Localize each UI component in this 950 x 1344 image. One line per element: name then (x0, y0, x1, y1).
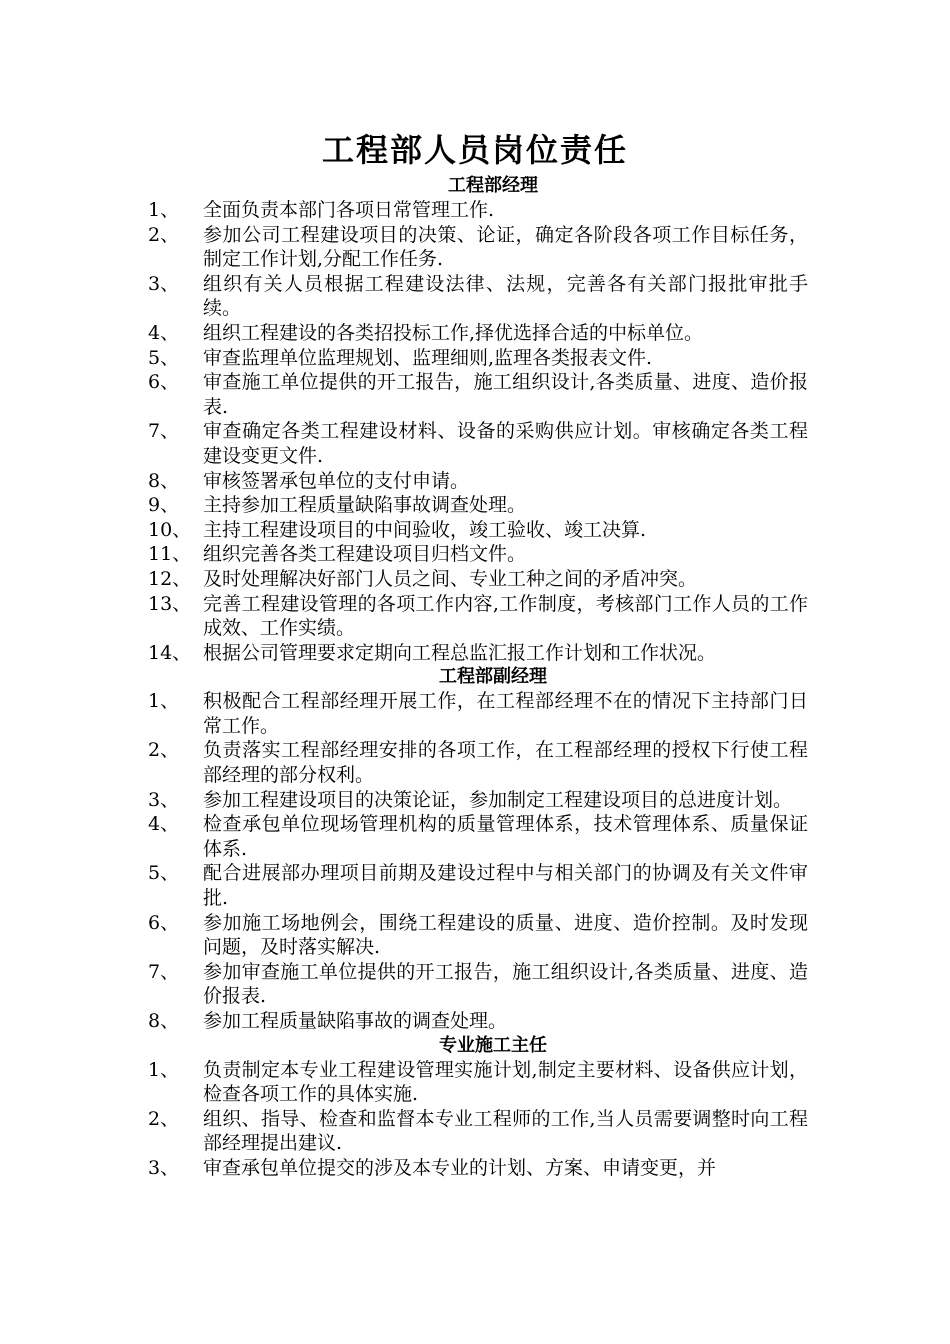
item-number: 3、 (148, 272, 180, 295)
list-item (148, 641, 808, 666)
item-number: 3、 (148, 788, 180, 811)
item-text: 组织完善各类工程建设项目归档文件。 (203, 543, 527, 566)
list-item (148, 518, 808, 543)
item-text: 审查施工单位提供的开工报告，施工组织设计,各类质量、进度、造价报表. (203, 371, 808, 418)
list-item (148, 321, 808, 346)
item-number: 1、 (148, 690, 180, 713)
item-text: 主持工程建设项目的中间验收，竣工验收、竣工决算. (203, 518, 647, 541)
item-number: 3、 (148, 1156, 180, 1179)
item-number: 9、 (148, 494, 180, 517)
document-body (148, 174, 808, 1181)
list-item (148, 419, 808, 468)
item-number: 10、 (148, 518, 192, 541)
list-item (148, 861, 808, 910)
item-number: 14、 (148, 641, 192, 664)
list-item (148, 592, 808, 641)
list-item (148, 493, 808, 518)
item-number: 6、 (148, 911, 180, 934)
item-number: 2、 (148, 223, 180, 246)
section-heading: 工程部副经理 (439, 666, 547, 688)
item-text: 参加公司工程建设项目的决策、论证，确定各阶段各项工作目标任务，制定工作计划,分配工作任务. (203, 223, 808, 271)
item-number: 13、 (148, 592, 192, 615)
item-text: 配合进展部办理项目前期及建设过程中与相关部门的协调及有关文件审批. (203, 862, 808, 910)
item-text: 参加工程建设项目的决策论证，参加制定工程建设项目的总进度计划。 (203, 788, 793, 811)
item-number: 6、 (148, 371, 180, 394)
list-item (148, 689, 808, 738)
list-item (148, 469, 808, 494)
list-item (148, 911, 808, 960)
list-item (148, 567, 808, 592)
item-text: 全面负责本部门各项日常管理工作. (203, 199, 495, 221)
list-item (148, 960, 808, 1009)
list-item (148, 370, 808, 419)
item-text: 及时处理解决好部门人员之间、专业工种之间的矛盾冲突。 (203, 567, 698, 590)
item-text: 参加审查施工单位提供的开工报告，施工组织设计,各类质量、进度、造价报表. (203, 960, 808, 1008)
item-text: 审查确定各类工程建设材料、设备的采购供应计划。审核确定各类工程建设变更文件. (203, 420, 808, 467)
item-number: 4、 (148, 321, 180, 344)
list-item (148, 542, 808, 567)
item-text: 参加工程质量缺陷事故的调查处理。 (203, 1010, 508, 1032)
section-heading: 工程部经理 (448, 175, 538, 196)
list-item (148, 272, 808, 321)
item-text: 主持参加工程质量缺陷事故调查处理。 (203, 494, 527, 517)
item-text: 审核签署承包单位的支付申请。 (203, 469, 470, 492)
item-number: 2、 (148, 1107, 180, 1130)
item-number: 8、 (148, 1010, 180, 1032)
item-number: 7、 (148, 960, 180, 983)
section-deputy-manager (148, 665, 808, 1033)
list-item (148, 1058, 808, 1107)
item-text: 负责落实工程部经理安排的各项工作，在工程部经理的授权下行使工程部经理的部分权利。 (203, 739, 808, 787)
list-item (148, 1156, 808, 1181)
list-item (148, 346, 808, 371)
item-number: 5、 (148, 346, 180, 369)
item-number: 8、 (148, 469, 180, 492)
item-number: 1、 (148, 199, 180, 221)
document-title: 工程部人员岗位责任 (321, 131, 628, 169)
item-text: 根据公司管理要求定期向工程总监汇报工作计划和工作状况。 (203, 641, 717, 664)
item-number: 5、 (148, 862, 180, 885)
item-text: 检查承包单位现场管理机构的质量管理体系，技术管理体系、质量保证体系. (203, 813, 808, 860)
item-text: 积极配合工程部经理开展工作，在工程部经理不在的情况下主持部门日常工作。 (203, 690, 808, 737)
item-text: 负责制定本专业工程建设管理实施计划,制定主要材料、设备供应计划，检查各项工作的具体实施. (203, 1058, 808, 1106)
list-item (148, 788, 808, 813)
item-text: 审查承包单位提交的涉及本专业的计划、方案、申请变更，并 (203, 1156, 717, 1179)
item-number: 7、 (148, 420, 180, 443)
list-item (148, 812, 808, 861)
item-text: 参加施工场地例会，围绕工程建设的质量、进度、造价控制。及时发现问题，及时落实解决. (203, 911, 808, 959)
list-item (148, 198, 808, 223)
item-text: 组织有关人员根据工程建设法律、法规，完善各有关部门报批审批手续。 (203, 272, 808, 320)
section-manager (148, 174, 808, 665)
item-text: 审查监理单位监理规划、监理细则,监理各类报表文件. (203, 346, 653, 369)
item-text: 组织、指导、检查和监督本专业工程师的工作,当人员需要调整时向工程部经理提出建议. (203, 1107, 808, 1155)
item-number: 2、 (148, 739, 180, 762)
section-heading: 专业施工主任 (439, 1034, 547, 1056)
list-item (148, 738, 808, 787)
item-number: 4、 (148, 813, 180, 836)
item-text: 组织工程建设的各类招投标工作,择优选择合适的中标单位。 (203, 321, 704, 344)
item-text: 完善工程建设管理的各项工作内容,工作制度，考核部门工作人员的工作成效、工作实绩。 (203, 592, 808, 640)
item-number: 1、 (148, 1058, 180, 1081)
item-number: 12、 (148, 567, 192, 590)
item-number: 11、 (148, 543, 192, 566)
list-item (148, 1107, 808, 1156)
list-item (148, 1009, 808, 1034)
section-construction-director (148, 1034, 808, 1181)
list-item (148, 223, 808, 272)
